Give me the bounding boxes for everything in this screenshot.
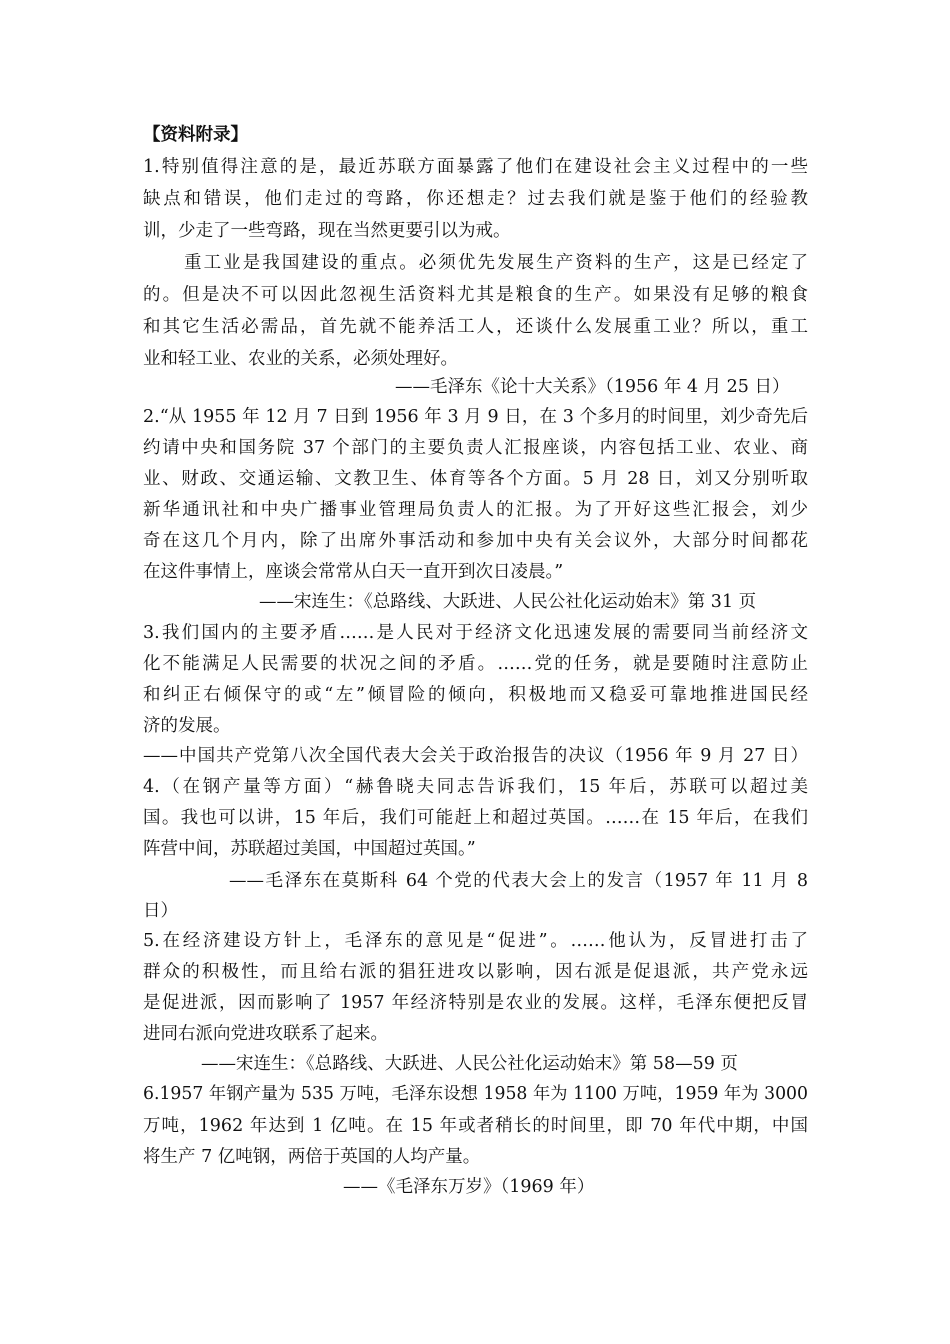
- item5-source: ——宋连生：《总路线、大跃进、人民公社化运动始末》第 58—59 页: [201, 1054, 738, 1074]
- item6-line-3: 将生产 7 亿吨钢，两倍于英国的人均产量。: [143, 1147, 481, 1167]
- item1-line-7: 业和轻工业、农业的关系，必须处理好。: [143, 349, 458, 369]
- item4-source-line-1: ——毛泽东在莫斯科 64 个党的代表大会上的发言（1957 年 11 月 8: [229, 871, 808, 891]
- item1-line-3: 训，少走了一些弯路，现在当然更要引以为戒。: [143, 221, 511, 241]
- item6-source: ——《毛泽东万岁》（1969 年）: [343, 1177, 595, 1197]
- item2-line-3: 业、财政、交通运输、文教卫生、体育等各个方面。5 月 28 日，刘又分别听取: [143, 469, 808, 489]
- item4-line-2: 国。我也可以讲，15 年后，我们可能赶上和超过英国。……在 15 年后，在我们: [143, 808, 808, 828]
- appendix-heading: 【资料附录】: [143, 125, 248, 145]
- item1-source: ——毛泽东《论十大关系》（1956 年 4 月 25 日）: [395, 377, 790, 397]
- item4-line-1: 4.（在钢产量等方面）“赫鲁晓夫同志告诉我们，15 年后，苏联可以超过美: [143, 777, 808, 797]
- item2-line-4: 新华通讯社和中央广播事业管理局负责人的汇报。为了开好这些汇报会，刘少: [143, 500, 808, 520]
- item5-line-2: 群众的积极性，而且给右派的猖狂进攻以影响，因右派是促退派，共产党永远: [143, 962, 808, 982]
- item2-line-5: 奇在这几个月内，除了出席外事活动和参加中央有关会议外，大部分时间都花: [143, 531, 808, 551]
- item4-line-3: 阵营中间，苏联超过美国，中国超过英国。”: [143, 839, 476, 859]
- item1-line-4: 重工业是我国建设的重点。必须优先发展生产资料的生产，这是已经定了: [184, 253, 808, 273]
- item2-source: ——宋连生：《总路线、大跃进、人民公社化运动始末》第 31 页: [259, 592, 757, 612]
- item3-line-2: 化不能满足人民需要的状况之间的矛盾。……党的任务，就是要随时注意防止: [143, 654, 808, 674]
- item3-source: ——中国共产党第八次全国代表大会关于政治报告的决议（1956 年 9 月 27 日）: [143, 746, 808, 766]
- item2-line-1: 2.“从 1955 年 12 月 7 日到 1956 年 3 月 9 日，在 3 个多月的时间里，刘少奇先后: [143, 407, 808, 427]
- item1-line-5: 的。但是决不可以因此忽视生活资料尤其是粮食的生产。如果没有足够的粮食: [143, 285, 808, 305]
- item1-line-1: 1.特别值得注意的是，最近苏联方面暴露了他们在建设社会主义过程中的一些: [143, 157, 808, 177]
- item3-line-4: 济的发展。: [143, 716, 231, 736]
- item2-line-2: 约请中央和国务院 37 个部门的主要负责人汇报座谈，内容包括工业、农业、商: [143, 438, 808, 458]
- item3-line-1: 3.我们国内的主要矛盾……是人民对于经济文化迅速发展的需要同当前经济文: [143, 623, 808, 643]
- item3-line-3: 和纠正右倾保守的或“左”倾冒险的倾向，积极地而又稳妥可靠地推进国民经: [143, 685, 808, 705]
- item2-line-6: 在这件事情上，座谈会常常从白天一直开到次日凌晨。”: [143, 562, 564, 582]
- item1-line-2: 缺点和错误，他们走过的弯路，你还想走？过去我们就是鉴于他们的经验教: [143, 189, 808, 209]
- item6-line-1: 6.1957 年钢产量为 535 万吨，毛泽东设想 1958 年为 1100 万吨，1959 年为 3000: [143, 1084, 808, 1104]
- item4-source-line-2: 日）: [143, 901, 178, 921]
- item5-line-3: 是促进派，因而影响了 1957 年经济特别是农业的发展。这样，毛泽东便把反冒: [143, 993, 808, 1013]
- item6-line-2: 万吨，1962 年达到 1 亿吨。在 15 年或者稍长的时间里，即 70 年代中期，中国: [143, 1116, 808, 1136]
- item5-line-4: 进同右派向党进攻联系了起来。: [143, 1024, 388, 1044]
- item5-line-1: 5.在经济建设方针上，毛泽东的意见是“促进”。……他认为，反冒进打击了: [143, 931, 808, 951]
- item1-line-6: 和其它生活必需品，首先就不能养活工人，还谈什么发展重工业？所以，重工: [143, 317, 808, 337]
